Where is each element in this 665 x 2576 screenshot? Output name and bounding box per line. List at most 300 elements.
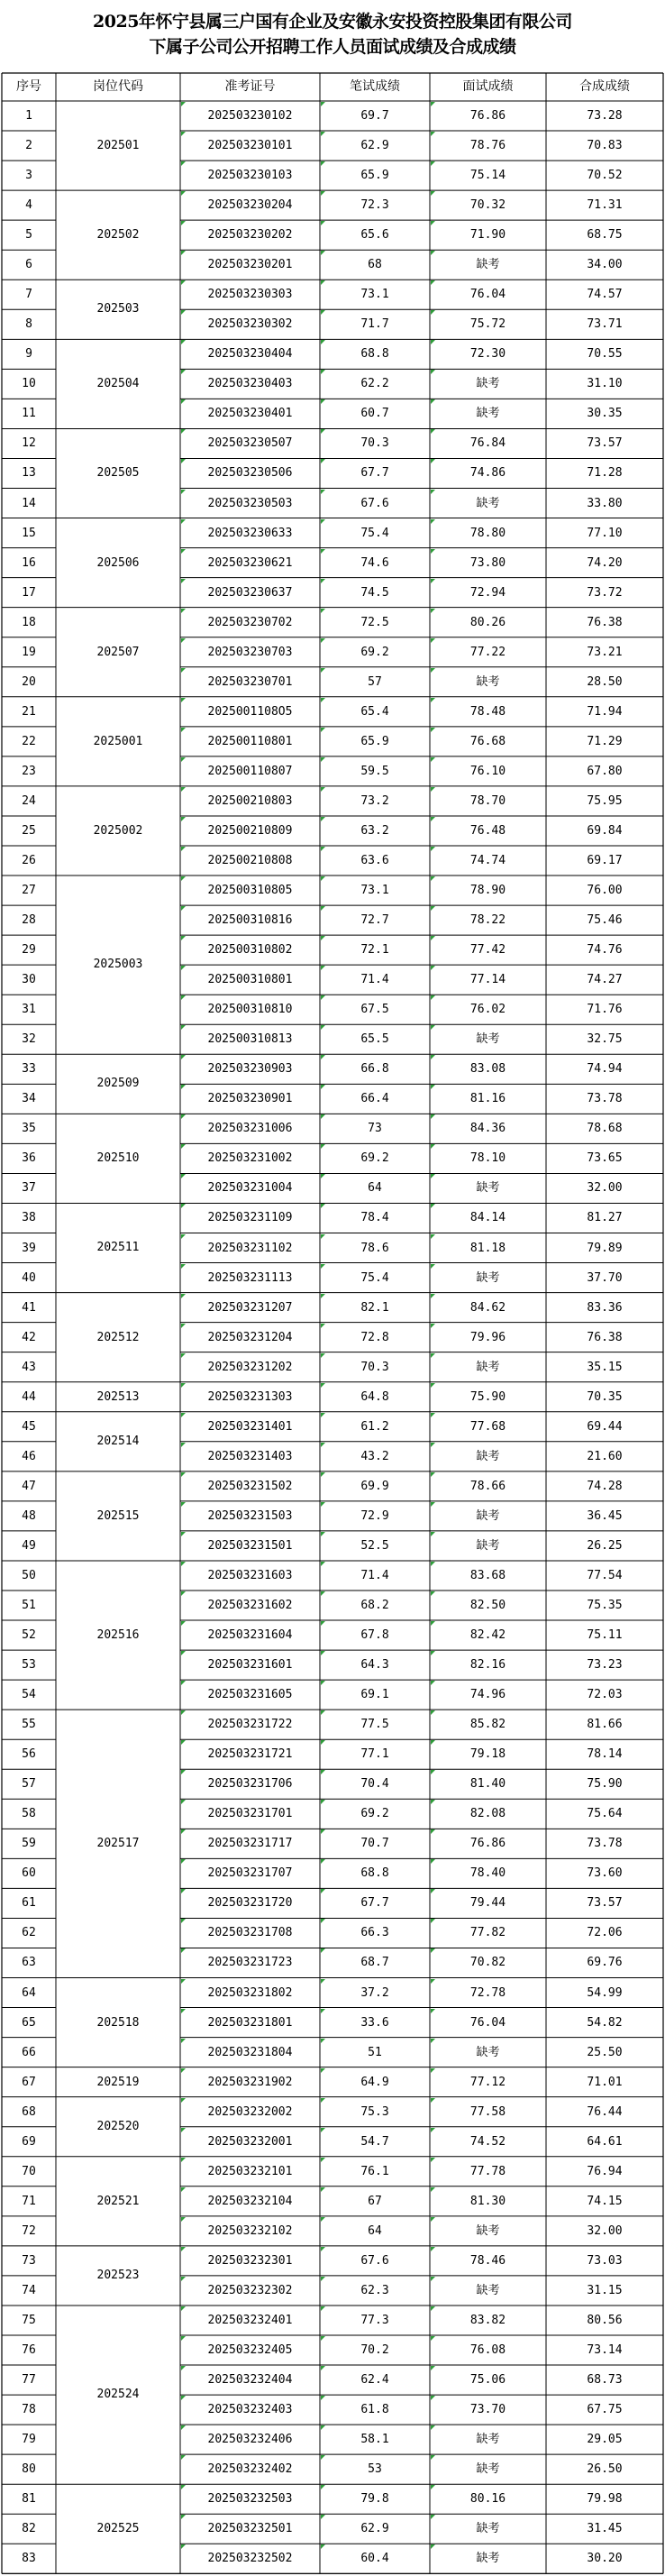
exam-number: 202503231717 [207,1837,293,1851]
written-score: 71.4 [360,1568,389,1582]
written-score: 73.2 [360,793,389,808]
written-score: 72.8 [360,1330,389,1344]
row-index: 80 [22,2462,36,2477]
interview-score: 75.14 [469,169,506,183]
interview-score: 76.02 [469,1003,506,1017]
cell-marker [321,549,325,554]
interview-score: 缺考 [476,1360,500,1374]
total-score: 72.03 [587,1688,623,1702]
interview-score: 缺考 [476,258,500,272]
position-code: 202503 [96,302,140,316]
cell-marker [431,191,435,196]
written-score: 70.3 [360,436,389,451]
total-score: 75.90 [587,1777,623,1792]
cell-marker [181,2306,186,2311]
row-index: 42 [22,1330,36,1344]
row-index: 26 [22,854,36,867]
total-score: 70.55 [587,347,623,362]
written-score: 43.2 [360,1449,389,1463]
cell-marker [321,698,325,702]
row-index: 35 [22,1122,36,1136]
written-score: 69.7 [360,109,389,123]
cell-marker [181,2277,186,2281]
cell-marker [181,2455,186,2460]
interview-score: 73.80 [469,555,506,570]
cell-marker [431,2247,435,2251]
cell-marker [321,1353,325,1358]
cell-marker [431,1353,435,1358]
cell-marker [321,2247,325,2251]
cell-marker [431,1591,435,1596]
position-code: 202520 [96,2119,140,2133]
interview-score: 73.70 [469,2403,506,2417]
cell-marker [321,1204,325,1208]
cell-marker [431,1294,435,1298]
cell-marker [431,370,435,374]
written-score: 62.9 [360,139,389,153]
cell-marker [321,1324,325,1328]
total-score: 29.05 [587,2433,623,2447]
position-code: 202514 [96,1434,140,1448]
cell-marker [181,1204,186,1208]
written-score: 72.3 [360,198,389,213]
exam-number: 202503230201 [207,258,293,272]
total-score: 75.11 [587,1628,623,1643]
cell-marker [321,2306,325,2311]
total-score: 32.00 [587,2223,623,2238]
exam-number: 202503232406 [207,2433,293,2447]
cell-marker [431,2366,435,2370]
interview-score: 82.08 [469,1807,506,1821]
written-score: 68 [368,258,382,272]
written-score: 64.8 [360,1389,389,1404]
cell-marker [431,2306,435,2311]
cell-marker [321,1294,325,1298]
cell-marker [181,519,186,524]
written-score: 51 [368,2045,382,2059]
written-score: 65.6 [360,228,389,243]
total-score: 73.23 [587,1658,623,1673]
total-score: 74.27 [587,973,623,987]
row-index: 62 [22,1926,36,1940]
cell-marker [321,221,325,225]
cell-marker [321,1234,325,1239]
exam-number: 202503232302 [207,2283,293,2297]
cell-marker [181,1502,186,1507]
written-score: 69.2 [360,645,389,659]
cell-marker [431,280,435,285]
row-index: 30 [22,973,36,987]
interview-score: 80.26 [469,615,506,629]
position-code: 202505 [96,466,140,481]
written-score: 73.1 [360,288,389,302]
position-code: 202511 [96,1241,140,1255]
cell-marker [181,2187,186,2192]
interview-score: 76.68 [469,734,506,748]
cell-marker [321,1829,325,1834]
written-score: 69.2 [360,1807,389,1821]
cell-marker [321,1800,325,1804]
total-score: 76.38 [587,615,623,629]
row-index: 54 [22,1688,36,1702]
cell-marker [431,936,435,940]
written-score: 69.1 [360,1688,389,1702]
row-index: 1 [25,109,32,123]
cell-marker [431,1829,435,1834]
cell-marker [181,1264,186,1269]
exam-number: 202503232404 [207,2373,293,2388]
cell-marker [321,1502,325,1507]
cell-marker [431,1174,435,1178]
row-index: 9 [25,347,32,362]
written-score: 72.5 [360,615,389,629]
total-score: 73.72 [587,585,623,600]
cell-marker [321,1591,325,1596]
cell-marker [321,1740,325,1745]
cell-marker [321,399,325,404]
cell-marker [431,2098,435,2103]
exam-number: 202503232403 [207,2403,293,2417]
written-score: 77.5 [360,1718,389,1732]
written-score: 70.7 [360,1837,389,1851]
interview-score: 82.42 [469,1628,506,1643]
cell-marker [321,579,325,583]
cell-marker [181,1472,186,1477]
total-score: 26.25 [587,1538,623,1553]
cell-marker [431,966,435,970]
interview-score: 75.06 [469,2373,506,2388]
cell-marker [321,519,325,524]
cell-marker [431,2009,435,2013]
exam-number: 202503230101 [207,139,293,153]
row-index: 4 [25,198,32,213]
cell-marker [181,995,186,1000]
written-score: 67.6 [360,2253,389,2268]
position-code: 202515 [96,1508,140,1523]
row-index: 20 [22,674,36,689]
written-score: 74.6 [360,555,389,570]
exam-number: 202503232301 [207,2253,293,2268]
interview-score: 77.14 [469,973,506,987]
total-score: 73.57 [587,436,623,451]
interview-score: 83.68 [469,1568,506,1582]
exam-number: 202503231804 [207,2045,293,2059]
position-code: 202512 [96,1330,140,1344]
interview-score: 84.14 [469,1211,506,1225]
interview-score: 76.04 [469,288,506,302]
total-score: 83.36 [587,1300,623,1315]
written-score: 63.2 [360,823,389,838]
interview-score: 76.10 [469,764,506,778]
cell-marker [181,459,186,463]
cell-marker [431,2485,435,2489]
cell-marker [181,2217,186,2222]
cell-marker [431,2217,435,2222]
total-score: 80.56 [587,2313,623,2327]
written-score: 70.2 [360,2343,389,2357]
cell-marker [321,1383,325,1388]
written-score: 71.7 [360,317,389,332]
position-code: 202513 [96,1389,140,1404]
interview-score: 79.96 [469,1330,506,1344]
row-index: 16 [22,555,36,570]
cell-marker [321,668,325,673]
written-score: 76.1 [360,2164,389,2178]
cell-marker [431,728,435,732]
written-score: 60.4 [360,2552,389,2566]
total-score: 26.50 [587,2462,623,2477]
cell-marker [431,161,435,166]
cell-marker [321,1621,325,1626]
interview-score: 75.90 [469,1389,506,1404]
written-score: 73 [368,1122,382,1136]
row-index: 21 [22,704,36,719]
exam-number: 202503232001 [207,2134,293,2149]
cell-marker [321,787,325,792]
exam-number: 202503231723 [207,1956,293,1970]
interview-score: 77.78 [469,2164,506,2178]
interview-score: 74.52 [469,2134,506,2149]
exam-number: 202503230903 [207,1062,293,1077]
interview-score: 78.22 [469,913,506,928]
row-index: 66 [22,2045,36,2059]
cell-marker [321,310,325,315]
interview-score: 缺考 [476,2522,500,2536]
cell-marker [181,1025,186,1030]
written-score: 37.2 [360,1985,389,2000]
row-index: 12 [22,436,36,451]
cell-marker [321,1174,325,1178]
position-code: 202501 [96,139,140,152]
total-score: 71.28 [587,466,623,481]
written-score: 65.9 [360,734,389,748]
interview-score: 缺考 [476,407,500,421]
exam-number: 202503231004 [207,1181,293,1196]
cell-marker [181,1919,186,1923]
cell-marker [181,1294,186,1298]
cell-marker [431,1889,435,1893]
cell-marker [181,876,186,881]
written-score: 60.7 [360,407,389,421]
written-score: 64 [368,1181,382,1196]
interview-score: 77.58 [469,2104,506,2119]
total-score: 73.21 [587,645,623,659]
written-score: 67.5 [360,1003,389,1017]
cell-marker [431,1443,435,1447]
written-score: 62.9 [360,2522,389,2536]
cell-marker [431,399,435,404]
exam-number: 202503231722 [207,1718,293,1732]
cell-marker [181,1681,186,1685]
written-score: 62.3 [360,2283,389,2297]
cell-marker [181,1353,186,1358]
total-score: 73.03 [587,2253,623,2268]
total-score: 69.76 [587,1956,623,1970]
cell-marker [181,787,186,792]
cell-marker [431,1740,435,1745]
written-score: 53 [368,2462,382,2477]
cell-marker [181,251,186,255]
cell-marker [321,966,325,970]
written-score: 62.2 [360,377,389,391]
interview-score: 76.86 [469,109,506,123]
cell-marker [321,2068,325,2073]
exam-number: 202503231721 [207,1747,293,1762]
cell-marker [431,1859,435,1864]
cell-marker [431,1114,435,1119]
written-score: 77.1 [360,1747,389,1762]
exam-number: 202503232503 [207,2492,293,2507]
cell-marker [321,1114,325,1119]
exam-number: 202503231102 [207,1241,293,1255]
total-score: 76.38 [587,1330,623,1344]
interview-score: 缺考 [476,674,500,689]
cell-marker [181,1591,186,1596]
total-score: 32.00 [587,1181,623,1196]
written-score: 66.8 [360,1062,389,1077]
exam-number: 202503232102 [207,2223,293,2238]
exam-number: 202503232101 [207,2164,293,2178]
written-score: 57 [368,674,382,689]
row-index: 8 [25,317,32,332]
cell-marker [431,310,435,315]
row-index: 57 [22,1777,36,1792]
row-index: 19 [22,645,36,659]
row-index: 13 [22,466,36,481]
interview-score: 74.74 [469,854,506,867]
total-score: 73.57 [587,1896,623,1911]
cell-marker [181,2485,186,2489]
cell-marker [181,2158,186,2162]
cell-marker [181,370,186,374]
interview-score: 76.08 [469,2343,506,2357]
total-score: 74.57 [587,288,623,302]
cell-marker [431,221,435,225]
position-code: 202524 [96,2387,140,2401]
cell-marker [431,1979,435,1984]
row-index: 76 [22,2343,36,2357]
cell-marker [431,1562,435,1566]
exam-number: 202503230506 [207,466,293,481]
interview-score: 80.16 [469,2492,506,2507]
cell-marker [321,1710,325,1715]
header-index: 序号 [16,79,41,94]
interview-score: 78.90 [469,884,506,898]
interview-score: 72.78 [469,1985,506,2000]
written-score: 68.7 [360,1956,389,1970]
cell-marker [181,310,186,315]
interview-score: 81.16 [469,1092,506,1106]
cell-marker [431,459,435,463]
row-index: 58 [22,1807,36,1821]
cell-marker [181,429,186,434]
exam-number: 202503230202 [207,228,293,243]
written-score: 61.8 [360,2403,389,2417]
position-code: 202525 [96,2522,140,2536]
interview-score: 82.50 [469,1599,506,1612]
total-score: 75.35 [587,1599,623,1612]
cell-marker [181,1859,186,1864]
cell-marker [321,1562,325,1566]
total-score: 76.44 [587,2104,623,2119]
cell-marker [431,1472,435,1477]
total-score: 75.46 [587,913,623,928]
cell-marker [431,995,435,1000]
position-code: 202521 [96,2194,140,2208]
row-index: 3 [25,169,32,183]
exam-number: 202503231109 [207,1211,293,1225]
exam-number: 202503231503 [207,1508,293,1523]
row-index: 82 [22,2522,36,2536]
total-score: 77.10 [587,526,623,540]
total-score: 78.68 [587,1122,623,1136]
cell-marker [181,221,186,225]
row-index: 81 [22,2492,36,2507]
row-index: 75 [22,2313,36,2327]
exam-number: 202503231113 [207,1270,293,1285]
interview-score: 77.68 [469,1419,506,1434]
total-score: 34.00 [587,258,623,272]
header-exam-number: 准考证号 [224,79,276,94]
cell-marker [431,2515,435,2519]
row-index: 18 [22,615,36,629]
total-score: 81.27 [587,1211,623,1225]
cell-marker [321,1085,325,1089]
total-score: 30.35 [587,407,623,421]
written-score: 66.3 [360,1926,389,1940]
written-score: 68.8 [360,1866,389,1881]
exam-number: 202503230901 [207,1092,293,1106]
cell-marker [321,2366,325,2370]
row-index: 36 [22,1151,36,1166]
exam-number: 202503231720 [207,1896,293,1911]
exam-number: 202503230102 [207,109,293,123]
cell-marker [321,1443,325,1447]
cell-marker [321,2277,325,2281]
position-code: 2025001 [93,734,143,748]
cell-marker [321,251,325,255]
exam-number: 202503230303 [207,288,293,302]
cell-marker [321,191,325,196]
interview-score: 74.96 [469,1688,506,1702]
cell-marker [181,1562,186,1566]
written-score: 75.4 [360,526,389,540]
cell-marker [321,2336,325,2341]
cell-marker [431,1770,435,1774]
header-position-code: 岗位代码 [93,79,143,94]
total-score: 73.78 [587,1092,623,1106]
total-score: 73.65 [587,1151,623,1166]
cell-marker [181,2366,186,2370]
interview-score: 78.40 [469,1866,506,1881]
row-index: 38 [22,1211,36,1225]
cell-marker [181,1174,186,1178]
cell-marker [431,609,435,613]
position-code: 202506 [96,555,140,570]
total-score: 79.89 [587,1241,623,1255]
interview-score: 78.76 [469,139,506,153]
row-index: 51 [22,1599,36,1612]
row-index: 15 [22,526,36,540]
total-score: 31.15 [587,2283,623,2297]
total-score: 54.99 [587,1985,623,2000]
cell-marker [431,847,435,851]
row-index: 46 [22,1449,36,1463]
total-score: 73.28 [587,109,623,123]
exam-number: 202503232501 [207,2522,293,2536]
total-score: 79.98 [587,2492,623,2507]
total-score: 74.15 [587,2194,623,2208]
